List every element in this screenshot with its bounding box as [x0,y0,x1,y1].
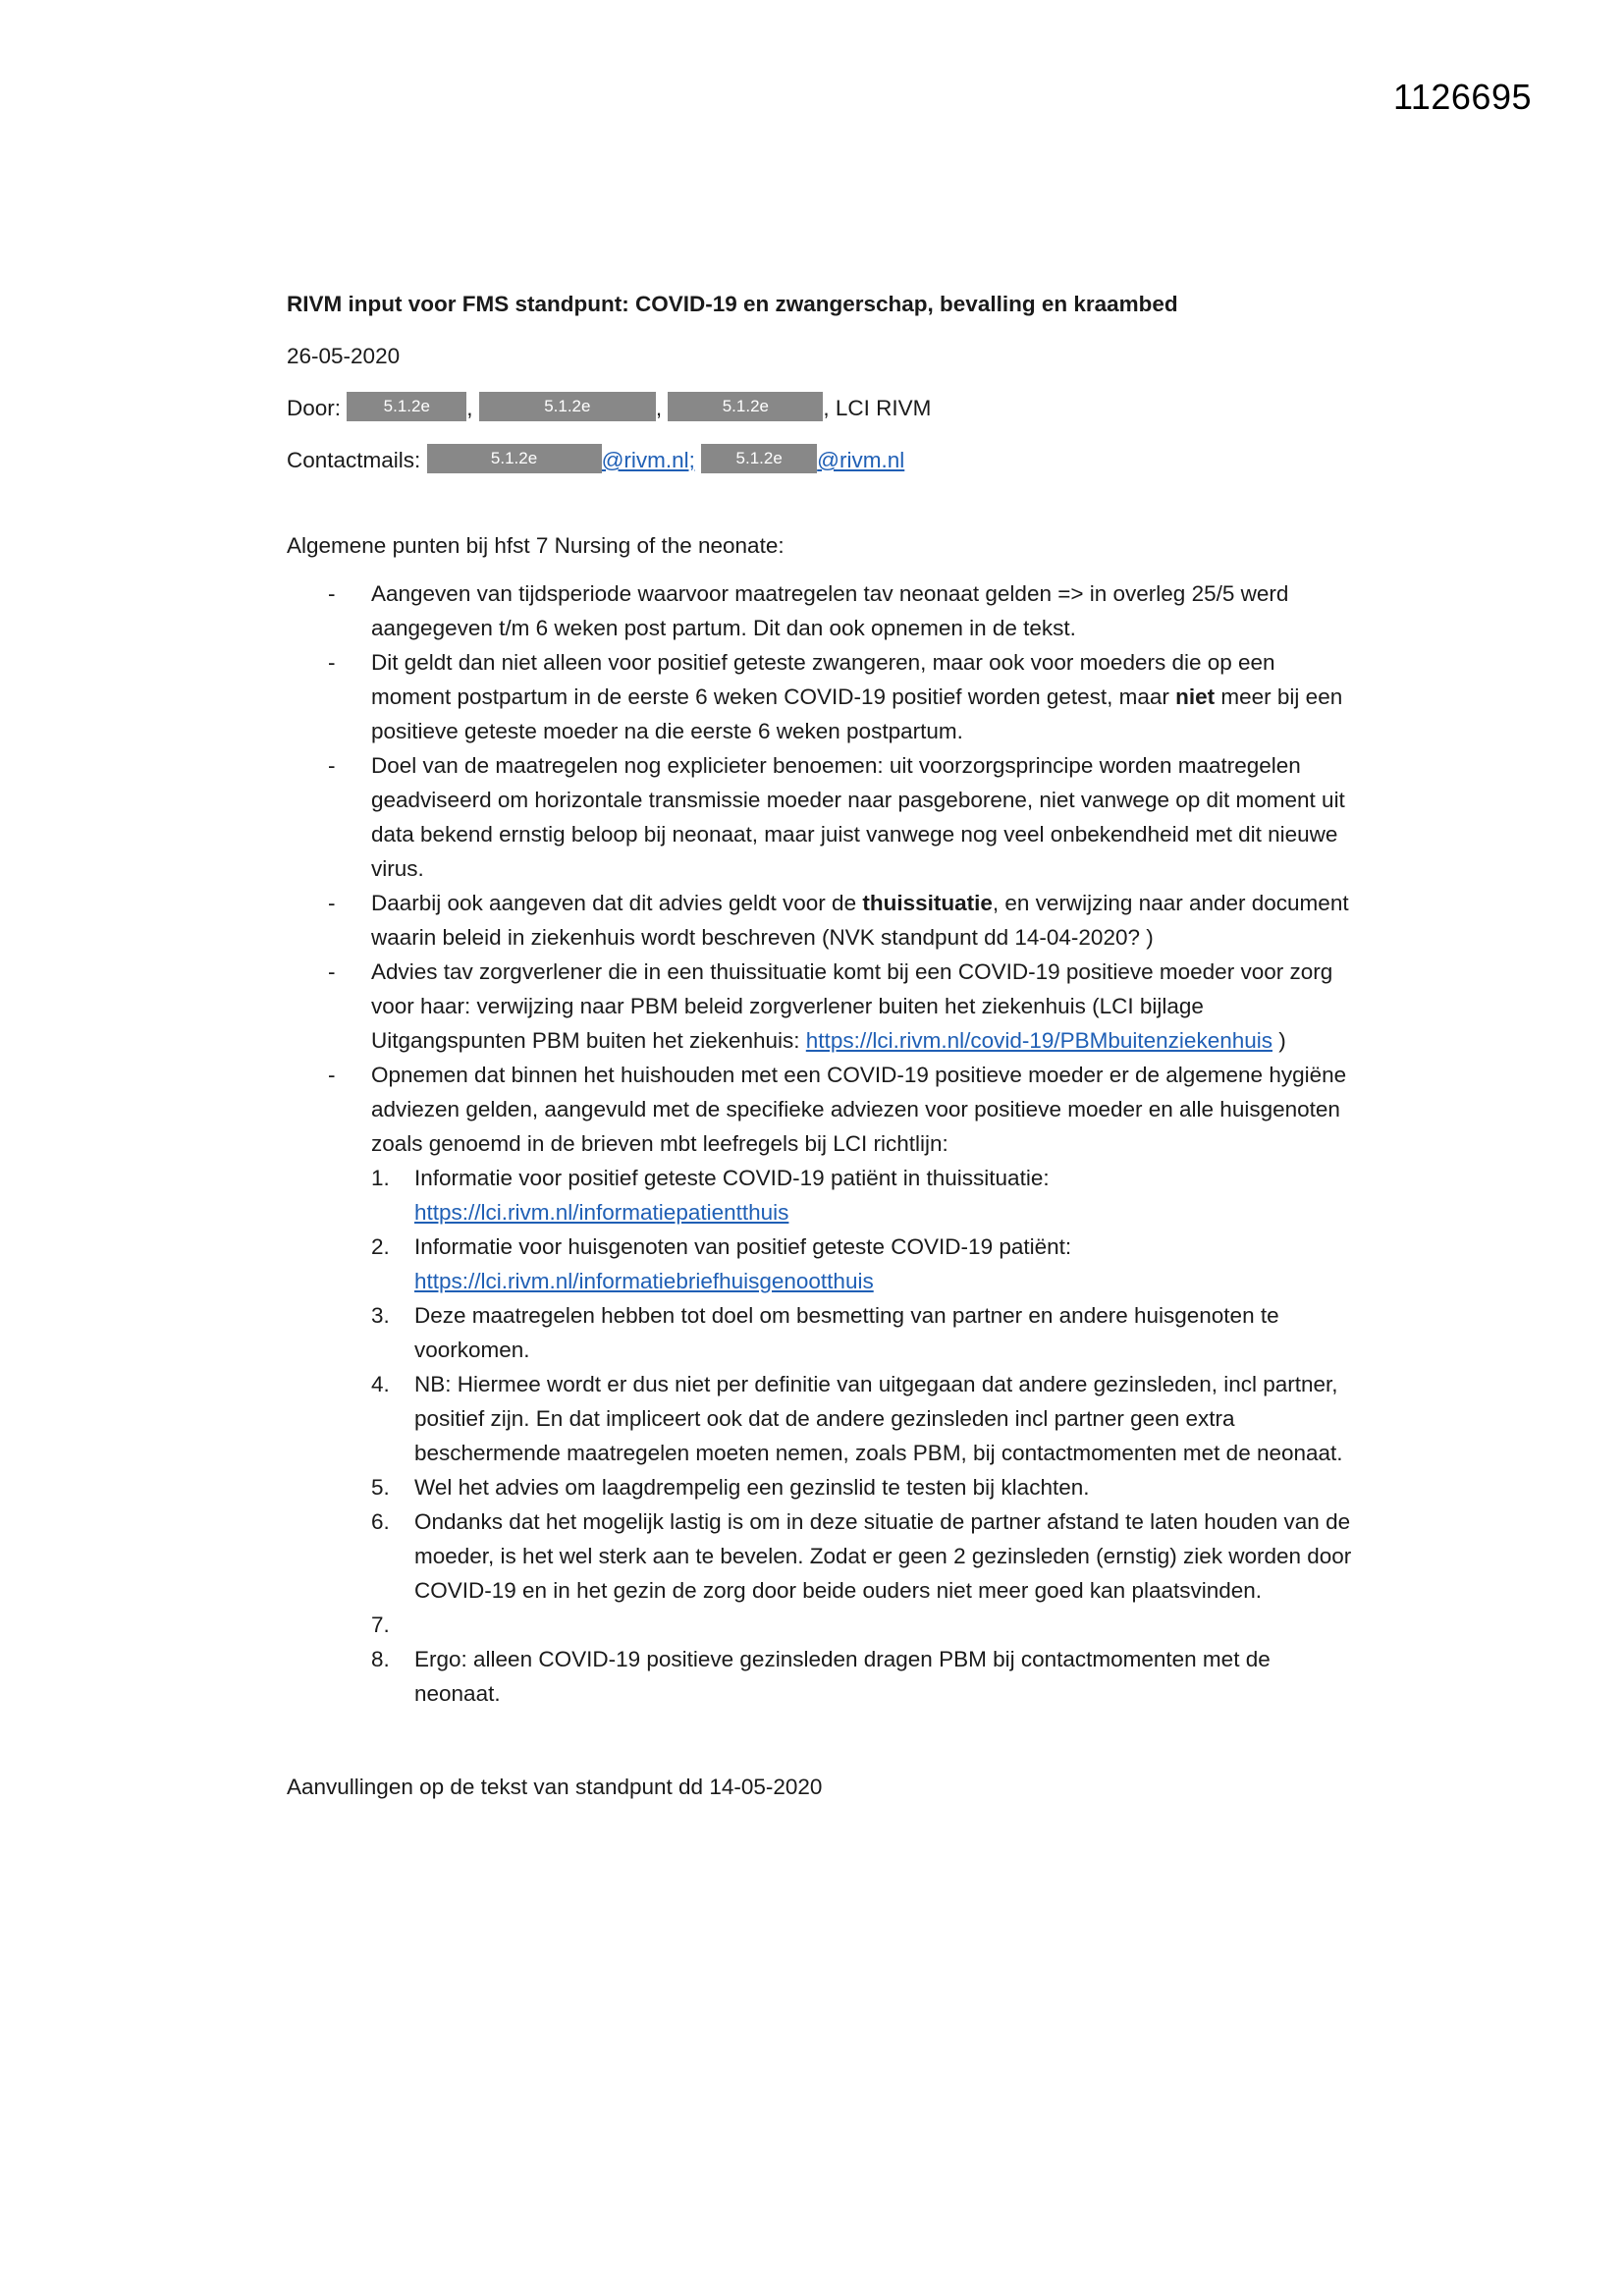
numbered-item [371,1161,1357,1230]
list-item [287,886,1357,955]
redaction-box: 5.1.2e [427,444,602,473]
item-number: 7. [371,1613,390,1637]
bold-text: niet [1175,684,1216,709]
bullet-text: ) [1272,1028,1286,1053]
bullet-list [287,576,1357,1711]
item-number: 2. [371,1234,390,1259]
footer-heading: Aanvullingen op de tekst van standpunt dd 14-05-2020 [287,1775,823,1799]
item-number: 5. [371,1475,390,1500]
redaction-box: 5.1.2e [701,444,817,473]
numbered-item [371,1298,1357,1367]
authors-line [287,391,1357,425]
bullet-text: Opnemen dat binnen het huishouden met een COVID-19 positieve moeder er de algemene hygiëne adviezen gelden, aangevuld met de specifieke adviezen voor positieve moeder en alle huisgenoten zoals genoemd in de brieven mbt leefregels bij LCI richtlijn: [371,1063,1347,1156]
redaction-box: 5.1.2e [479,392,656,421]
numbered-list [371,1161,1357,1711]
list-item [287,748,1357,886]
contact-line [287,443,1357,477]
document-title: RIVM input voor FMS standpunt: COVID-19 en zwangerschap, bevalling en kraambed [287,292,1178,316]
bullet-text: Aangeven van tijdsperiode waarvoor maatregelen tav neonaat gelden => in overleg 25/5 werd aangegeven t/m 6 weken post partum. Dit dan ook opnemen in de tekst. [371,581,1289,640]
bullet-text: Doel van de maatregelen nog explicieter benoemen: uit voorzorgsprincipe worden maatregelen geadviseerd om horizontale transmissie moeder naar pasgeborene, niet vanwege op dit moment uit data bekend ernstig beloop bij neonaat, maar juist vanwege nog veel onbekendheid met dit nieuwe virus. [371,753,1345,881]
item-text: Deze maatregelen hebben tot doel om besmetting van partner en andere huisgenoten te voorkomen. [414,1303,1279,1362]
list-item [287,645,1357,748]
item-text: Informatie voor positief geteste COVID-19 patiënt in thuissituatie: [414,1166,1050,1190]
item-text: Informatie voor huisgenoten van positief geteste COVID-19 patiënt: [414,1234,1072,1259]
item-number: 1. [371,1166,390,1190]
item-number: 6. [371,1509,390,1534]
email-link-2[interactable]: @rivm.nl [817,448,905,472]
item-text: NB: Hiermee wordt er dus niet per definitie van uitgegaan dat andere gezinsleden, incl partner, positief zijn. En dat impliceert ook dat de andere gezinsleden incl partner geen extra beschermende maatregelen moeten nemen, zoals PBM, bij contactmomenten met de neonaat. [414,1372,1343,1465]
numbered-item [371,1367,1357,1470]
email-link-1[interactable]: @rivm.nl; [601,448,695,472]
section-heading: Algemene punten bij hfst 7 Nursing of the neonate: [287,533,785,558]
document-id: 1126695 [1393,77,1532,117]
item-number: 8. [371,1647,390,1671]
item-number: 3. [371,1303,390,1328]
bullet-text: Dit geldt dan niet alleen voor positief geteste zwangeren, maar ook voor moeders die op een moment postpartum in de eerste 6 weken COVID-19 positief worden getest, maar [371,650,1275,709]
info-link[interactable]: https://lci.rivm.nl/informatiepatientthuis [414,1200,789,1225]
separator: , [655,396,663,420]
numbered-item [371,1470,1357,1504]
bullet-text: Daarbij ook aangeven dat dit advies geldt voor de [371,891,863,915]
list-item [287,576,1357,645]
document-body [287,287,1357,1804]
redaction-box: 5.1.2e [668,392,823,421]
info-link[interactable]: https://lci.rivm.nl/informatiebriefhuisgenootthuis [414,1269,874,1293]
authors-label: Door: [287,396,342,420]
item-text: Ergo: alleen COVID-19 positieve gezinsleden dragen PBM bij contactmomenten met de neonaat. [414,1647,1271,1706]
numbered-item [371,1642,1357,1711]
numbered-item [371,1230,1357,1298]
separator: , [466,396,473,420]
list-item [287,955,1357,1058]
bullet-text: meer bij een positieve geteste moeder na die eerste 6 weken postpartum. [371,684,1343,743]
numbered-item [371,1608,1357,1642]
authors-suffix: , LCI RIVM [823,396,932,420]
list-item [287,1058,1357,1711]
item-number: 4. [371,1372,390,1396]
bullet-text: , en verwijzing naar ander document waarin beleid in ziekenhuis wordt beschreven (NVK standpunt dd 14-04-2020? ) [371,891,1349,950]
redaction-box: 5.1.2e [347,392,466,421]
document-date: 26-05-2020 [287,344,401,368]
bullet-text: Advies tav zorgverlener die in een thuissituatie komt bij een COVID-19 positieve moeder voor zorg voor haar: verwijzing naar PBM beleid zorgverlener buiten het ziekenhuis (LCI bijlage Uitgangspunten PBM buiten het ziekenhuis: [371,959,1333,1053]
bold-text: thuissituatie [862,891,993,915]
item-text: Wel het advies om laagdrempelig een gezinslid te testen bij klachten. [414,1475,1090,1500]
numbered-item [371,1504,1357,1608]
contact-label: Contactmails: [287,448,421,472]
item-text: Ondanks dat het mogelijk lastig is om in deze situatie de partner afstand te laten houden van de moeder, is het wel sterk aan te bevelen. Zodat er geen 2 gezinsleden (ernstig) ziek worden door COVID-19 en in het gezin de zorg door beide ouders niet meer goed kan plaatsvinden. [414,1509,1352,1603]
pbm-link[interactable]: https://lci.rivm.nl/covid-19/PBMbuitenziekenhuis [805,1028,1272,1053]
